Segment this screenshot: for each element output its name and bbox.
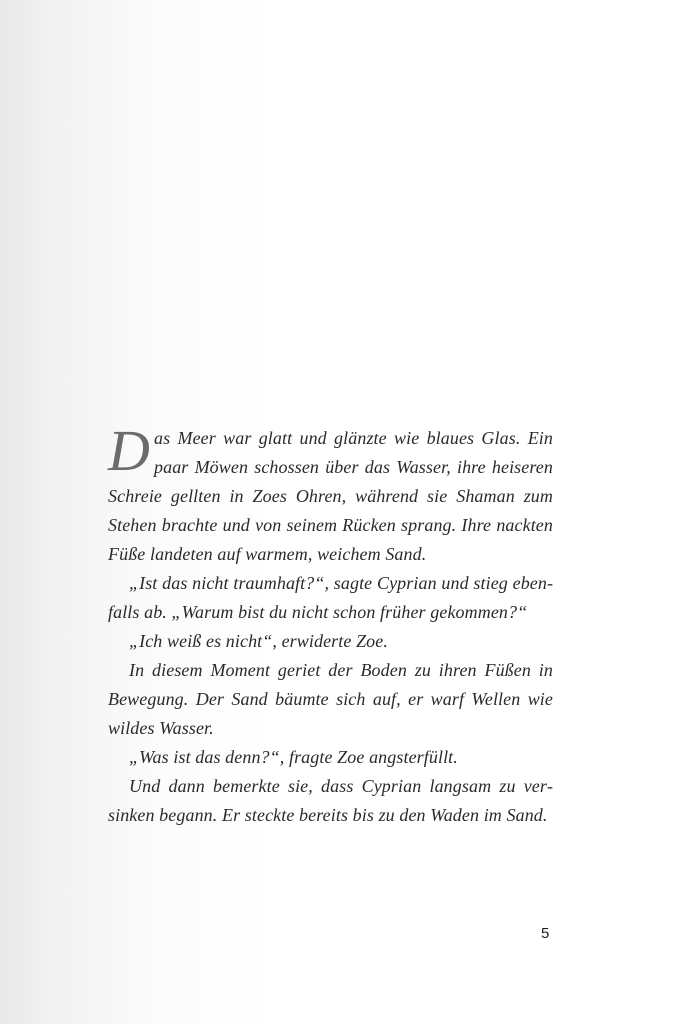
paragraph-3: „Ich weiß es nicht“, erwiderte Zoe. [129,631,388,651]
paragraph-1 [108,418,553,569]
paragraph-5: „Was ist das denn?“, fragte Zoe angsterfüllt. [129,747,458,767]
paragraph-6: Und dann bemerkte sie, dass Cyprian langsam zu versinken begann. Er steckte bereits bis zu den Waden im Sand. [108,776,553,825]
page-number: 5 [541,925,550,942]
dropcap: D [108,418,150,483]
paragraph-2: „Ist das nicht traumhaft?“, sagte Cyprian und stieg ebenfalls ab. „Warum bist du nicht schon früher gekommen?“ [108,573,553,622]
paragraph-4: In diesem Moment geriet der Boden zu ihren Füßen in Bewegung. Der Sand bäumte sich auf, er warf Wellen wie wildes Wasser. [108,660,553,738]
paragraph-1-text: as Meer war glatt und glänzte wie blaues Glas. Ein paar Möwen schossen über das Wasser, ihre heiseren Schreie gellten in Zoes Ohren, während sie Shaman zum Stehen brachte und von seinem Rücken sprang. Ihre nackten Füße landeten auf warmem, weichem Sand. [108,428,553,564]
story-text [108,418,553,830]
